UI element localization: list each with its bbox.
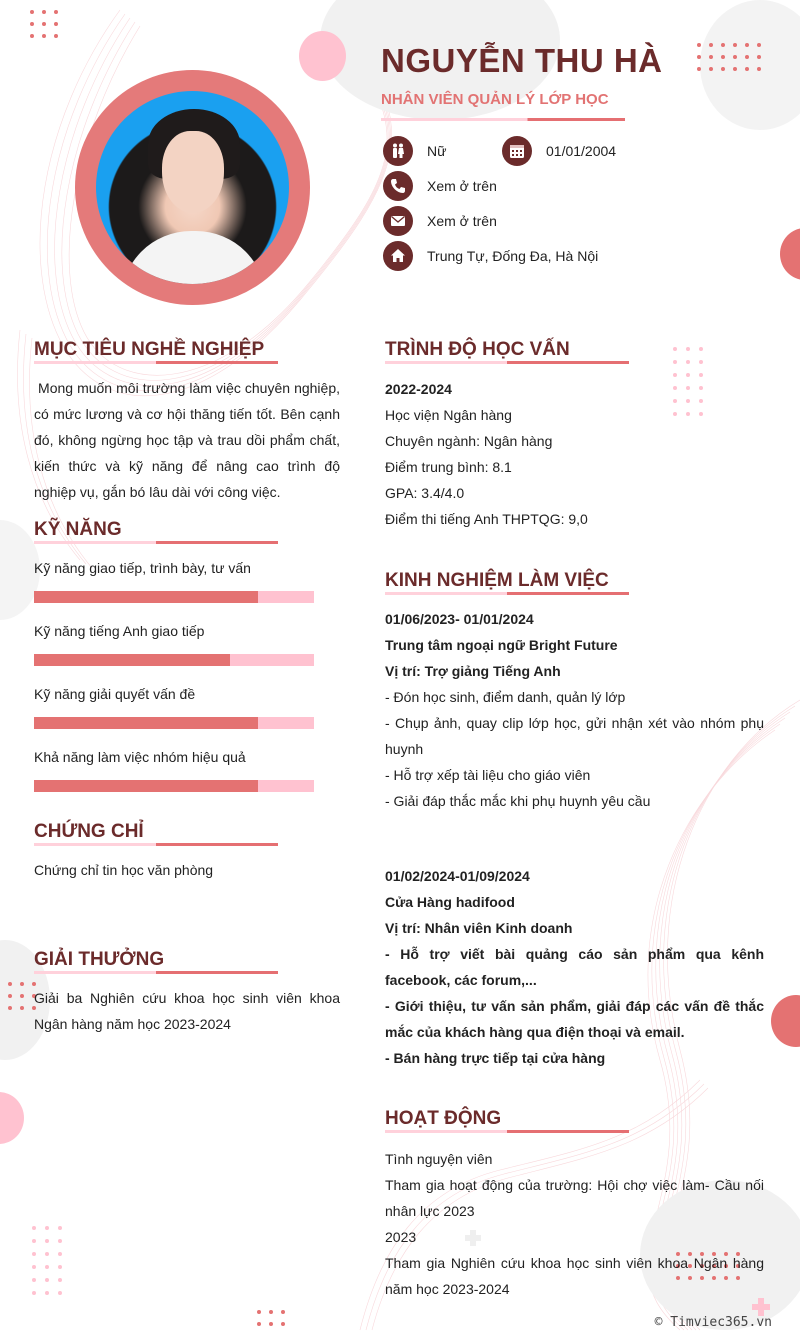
education-line: Điểm trung bình: 8.1 — [385, 459, 512, 475]
awards-underline — [34, 971, 278, 974]
certificates-title: CHỨNG CHỈ — [34, 821, 144, 842]
mail-icon — [383, 206, 413, 236]
education-line: Học viện Ngân hàng — [385, 407, 512, 423]
candidate-name: NGUYỄN THU HÀ — [381, 42, 663, 79]
footer-watermark: © Timviec365.vn — [654, 1315, 772, 1330]
email-value: Xem ở trên — [427, 213, 497, 229]
skill-bar-fill — [34, 780, 258, 792]
job-duty: - Hỗ trợ viết bài quảng cáo sản phẩm qua kênh facebook, các forum,... — [385, 946, 764, 988]
job-period: 01/06/2023- 01/01/2024 — [385, 611, 534, 627]
avatar-face — [162, 131, 224, 213]
skill-label: Kỹ năng giao tiếp, trình bày, tư vấn — [34, 560, 251, 576]
skill-label: Khả năng làm việc nhóm hiệu quả — [34, 749, 246, 765]
deco-dot-grid — [257, 1310, 285, 1326]
job-duty: - Chụp ảnh, quay clip lớp học, gửi nhận xét vào nhóm phụ huynh — [385, 715, 764, 757]
deco-pink-circle — [299, 31, 346, 81]
gender-icon — [383, 136, 413, 166]
education-block — [385, 376, 765, 532]
home-icon — [383, 241, 413, 271]
activity-line: Tham gia Nghiên cứu khoa học sinh viên khoa Ngân hàng năm học 2023-2024 — [385, 1255, 764, 1297]
phone-icon — [383, 171, 413, 201]
gender-value: Nữ — [427, 143, 447, 159]
skill-bar — [34, 717, 314, 729]
calendar-icon — [502, 136, 532, 166]
awards-title: GIẢI THƯỞNG — [34, 949, 165, 970]
education-line: GPA: 3.4/4.0 — [385, 485, 465, 501]
skill-label: Kỹ năng giải quyết vấn đề — [34, 686, 196, 702]
job-role: Vị trí: Trợ giảng Tiếng Anh — [385, 663, 561, 679]
job-position: NHÂN VIÊN QUẢN LÝ LỚP HỌC — [381, 91, 609, 108]
education-line: Điểm thi tiếng Anh THPTQG: 9,0 — [385, 511, 588, 527]
position-underline — [381, 118, 625, 121]
activity-line: Tình nguyện viên — [385, 1151, 493, 1167]
education-line: Chuyên ngành: Ngân hàng — [385, 433, 553, 449]
skill-label: Kỹ năng tiếng Anh giao tiếp — [34, 623, 205, 639]
experience-underline — [385, 592, 629, 595]
job-entry — [385, 606, 764, 814]
job-duty: - Giới thiệu, tư vấn sản phẩm, giải đáp các vấn đề thắc mắc của khách hàng qua điện thoại và email. — [385, 998, 764, 1040]
info-address — [383, 241, 598, 271]
activities-block — [385, 1146, 764, 1302]
activities-title: HOẠT ĐỘNG — [385, 1108, 502, 1129]
job-duty: - Hỗ trợ xếp tài liệu cho giáo viên — [385, 767, 591, 783]
deco-dot-grid — [8, 982, 36, 1010]
info-phone — [383, 171, 497, 201]
education-title: TRÌNH ĐỘ HỌC VẤN — [385, 339, 570, 360]
activity-line: 2023 — [385, 1229, 417, 1245]
job-company: Cửa Hàng hadifood — [385, 894, 515, 910]
skill-bar — [34, 654, 314, 666]
info-email — [383, 206, 497, 236]
job-period: 01/02/2024-01/09/2024 — [385, 868, 530, 884]
skill-bar-fill — [34, 717, 258, 729]
objective-text: Mong muốn môi trường làm việc chuyên nghiệp, có mức lương và cơ hội thăng tiến tốt. Bên cạnh đó, không ngừng học tập và trau dồi phẩm chất, kiến thức và kỹ năng để nâng cao trình độ nghiệp vụ, gắn bó lâu dài với công việc. — [34, 380, 344, 500]
certificates-underline — [34, 843, 278, 846]
skill-bar-fill — [34, 654, 230, 666]
birthday-value: 01/01/2004 — [546, 143, 617, 159]
objective-title: MỤC TIÊU NGHỀ NGHIỆP — [34, 339, 265, 360]
experience-title: KINH NGHIỆM LÀM VIỆC — [385, 570, 609, 591]
job-duty: - Bán hàng trực tiếp tại cửa hàng — [385, 1050, 606, 1066]
job-duty: - Giải đáp thắc mắc khi phụ huynh yêu cầu — [385, 793, 651, 809]
info-gender — [383, 136, 446, 166]
deco-dot-grid — [697, 43, 761, 71]
phone-value: Xem ở trên — [427, 178, 497, 194]
skill-bar-fill — [34, 591, 258, 603]
education-underline — [385, 361, 629, 364]
certificates-text: Chứng chỉ tin học văn phòng — [34, 862, 214, 878]
address-value: Trung Tự, Đống Đa, Hà Nội — [427, 248, 599, 264]
job-role: Vị trí: Nhân viên Kinh doanh — [385, 920, 573, 936]
avatar-shirt — [121, 231, 266, 284]
avatar — [96, 91, 289, 284]
job-company: Trung tâm ngoại ngữ Bright Future — [385, 637, 618, 653]
job-duty: - Đón học sinh, điểm danh, quản lý lớp — [385, 689, 626, 705]
skills-underline — [34, 541, 278, 544]
skills-title: KỸ NĂNG — [34, 519, 122, 540]
deco-dot-grid — [30, 10, 58, 38]
activity-line: Tham gia hoạt động của trường: Hội chợ việc làm- Cầu nối nhân lực 2023 — [385, 1177, 764, 1219]
awards-text: Giải ba Nghiên cứu khoa học sinh viên khoa Ngân hàng năm học 2023-2024 — [34, 990, 340, 1032]
skill-bar — [34, 591, 314, 603]
job-entry — [385, 863, 764, 1071]
info-birthday — [502, 136, 616, 166]
education-period: 2022-2024 — [385, 381, 452, 397]
objective-underline — [34, 361, 278, 364]
skill-bar — [34, 780, 314, 792]
activities-underline — [385, 1130, 629, 1133]
deco-dot-grid — [32, 1226, 62, 1295]
